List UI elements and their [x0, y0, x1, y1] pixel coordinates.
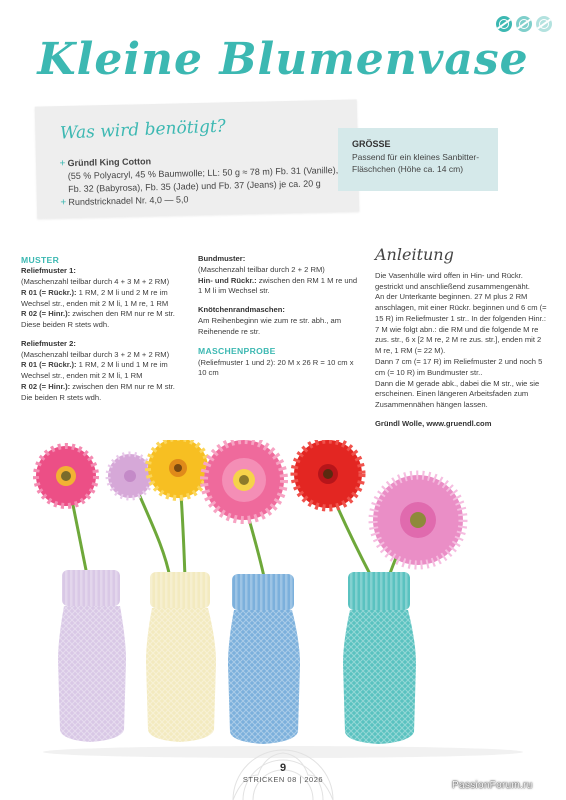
relief1-title: Reliefmuster 1:	[21, 266, 76, 276]
gauge-heading: MASCHENPROBE	[198, 346, 276, 357]
vase-blue	[228, 574, 300, 744]
credit-line: Gründl Wolle, www.gruendl.com	[375, 418, 492, 428]
yarn-ball-icon	[516, 16, 532, 32]
yarn-details-line: (55 % Polyacryl, 45 % Baumwolle; LL: 50 g ≈ 78 m) Fb. 31 (Vanille),	[67, 165, 339, 182]
flower-pink-center	[204, 440, 284, 520]
needle-size: Rundstricknadel Nr. 4,0 — 5,0	[68, 194, 189, 208]
page-title: Kleine Blumenvase	[37, 34, 529, 85]
size-box	[338, 128, 498, 191]
flower-red	[294, 440, 362, 508]
flower-lilac	[108, 454, 152, 498]
instructions-paragraph: Dann 7 cm (= 17 R) im Reliefmuster 2 und noch 5 cm (= 10 R) im Bundmuster str..	[375, 356, 543, 377]
yarn-ball-icon	[496, 16, 512, 32]
bullet-icon: +	[60, 197, 67, 209]
instructions-paragraph: Die Vasenhülle wird offen in Hin- und Rückr. gestrickt und anschließend zusammengenäht.	[375, 270, 530, 291]
gauge-text: (Reliefmuster 1 und 2): 20 M x 26 R = 10 cm x 10 cm	[198, 357, 354, 378]
relief1-note: (Maschenzahl teilbar durch 4 + 3 M + 2 RM)	[21, 276, 170, 286]
yarn-name: Gründl King Cotton	[67, 156, 152, 169]
instructions-paragraph: Dann die M gerade abk., dabei die M str., wie sie erscheinen. Einen längeren Arbeitsfaden zum Zusammennähen hängen lassen.	[375, 378, 540, 410]
relief1-row2: R 02 (= Hinr.): zwischen den RM nur re M str.	[21, 309, 175, 319]
size-text: Passend für ein kleines Sanbitter-Fläschchen (Höhe ca. 14 cm)	[352, 152, 480, 175]
vases-photo	[0, 440, 566, 760]
relief2-title: Reliefmuster 2:	[21, 338, 76, 348]
relief2-repeat: Die beiden R stets wdh.	[21, 392, 102, 402]
knoetchen-text: Am Reihenbeginn wie zum re str. abh., am Reihenende re str.	[198, 315, 342, 336]
issue-label: STRICKEN 08 | 2026	[242, 775, 324, 784]
materials-item	[59, 151, 350, 197]
flower-lightpink	[373, 475, 463, 565]
bund-row: Hin- und Rückr.: zwischen den RM 1 M re und 1 M li im Wechsel str.	[198, 275, 358, 296]
bund-note: (Maschenzahl teilbar durch 2 + 2 RM)	[198, 264, 325, 274]
vase-cream	[146, 572, 216, 742]
bullet-icon: +	[59, 158, 66, 170]
instructions-column	[375, 244, 547, 430]
vases-illustration	[0, 440, 566, 760]
watermark: PassionForum.ru	[452, 780, 533, 791]
pattern-column-2	[198, 254, 363, 379]
pattern-heading: MUSTER	[21, 255, 60, 265]
yarn-ball-icon	[536, 16, 552, 32]
yarn-details-line: Fb. 32 (Babyrosa), Fb. 35 (Jade) und Fb. 37 (Jeans) je ca. 20 g	[68, 178, 321, 195]
instructions-heading: Anleitung	[375, 245, 454, 264]
vase-jade	[343, 572, 416, 744]
relief2-note: (Maschenzahl teilbar durch 3 + 2 M + 2 RM)	[21, 349, 170, 359]
relief2-row2: R 02 (= Hinr.): zwischen den RM nur re M str.	[21, 382, 175, 392]
bund-title: Bundmuster:	[198, 254, 246, 263]
relief1-row1: R 01 (= Rückr.): 1 RM, 2 M li und 2 M re im Wechsel str., enden mit 2 M li, 1 M re, 1 RM	[21, 287, 169, 308]
knoetchen-title: Knötchenrandmaschen:	[198, 305, 285, 315]
page-number: 9	[279, 762, 287, 774]
relief2-row1: R 01 (= Rückr.): 1 RM, 2 M li und 1 M re im Wechsel str., enden mit 2 M li, 1 RM	[21, 360, 168, 381]
pattern-column-1	[21, 254, 191, 404]
flower-yellow	[148, 440, 208, 498]
relief1-repeat: Diese beiden R stets wdh.	[21, 320, 110, 330]
yarn-icons	[496, 16, 552, 32]
materials-heading: Was wird benötigt?	[59, 116, 227, 144]
materials-list	[59, 151, 350, 211]
flower-pink-left	[36, 446, 96, 506]
vase-lilac	[58, 570, 126, 742]
instructions-paragraph: An der Unterkante beginnen. 27 M plus 2 RM anschlagen, mit einer Rückr. beginnen und 6 cm (= 15 R) im Reliefmuster 1 str.. In der folgenden Hinr.: 7 M wie folgt abn.: die RM und die folgende M re zus. str., 6 x [2 M re, 2 M re zus. str.], enden mit 2 M re, 1 RM (= 22 M).	[375, 292, 547, 356]
size-title: GRÖSSE	[352, 139, 391, 149]
